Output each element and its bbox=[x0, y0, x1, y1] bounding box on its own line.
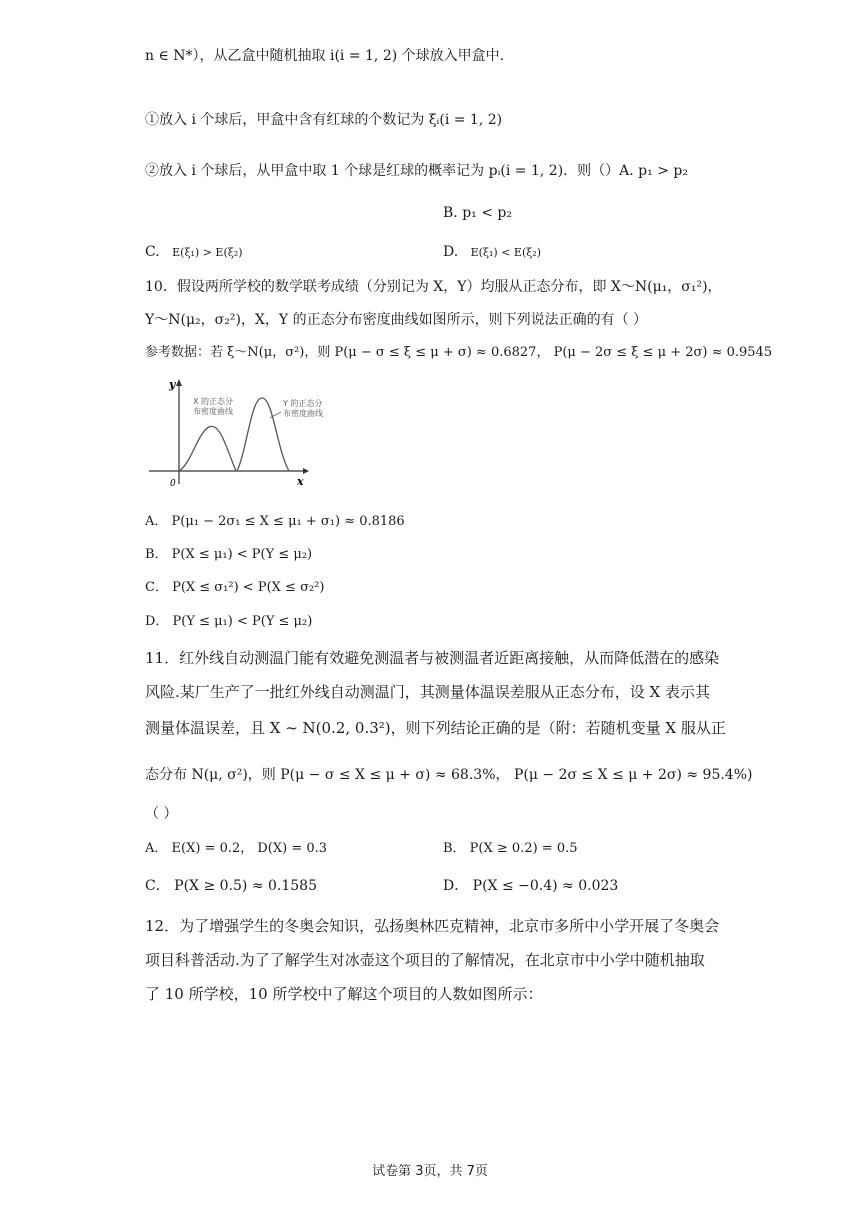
x-curve-label-1: X 的正态分 bbox=[193, 397, 234, 406]
q9-option-d-label: D. bbox=[443, 244, 459, 260]
q9-option-b: B. p₁ < p₂ bbox=[443, 205, 512, 221]
q10-option-a: A． P(μ₁ − 2σ₁ ≤ X ≤ μ₁ + σ₁) ≈ 0.8186 bbox=[145, 514, 405, 529]
q10-option-b: B． P(X ≤ μ₁) < P(Y ≤ μ₂) bbox=[145, 547, 313, 562]
q11-line-2: 风险.某厂生产了一批红外线自动测温门，其测量体温误差服从正态分布，设 X 表示其 bbox=[145, 683, 710, 701]
q9-line-3: ②放入 i 个球后，从甲盒中取 1 个球是红球的概率记为 pᵢ(i = 1, 2)．则（）A. p₁ > p₂ bbox=[145, 163, 688, 179]
y-curve-label-1: Y 的正态分 bbox=[283, 399, 323, 408]
q11-line-3: 测量体温误差，且 X ~ N(0.2, 0.3²)，则下列结论正确的是（附：若随机变量 X 服从正 bbox=[145, 719, 726, 737]
q10-line-2: Y～N(μ₂，σ₂²)，X，Y 的正态分布密度曲线如图所示，则下列说法正确的有（ ） bbox=[145, 312, 648, 328]
q12-line-2: 项目科普活动.为了了解学生对冰壶这个项目的了解情况，在北京市中小学中随机抽取 bbox=[145, 951, 705, 969]
q9-option-d-text: E(ξ₁) < E(ξ₂) bbox=[470, 246, 542, 259]
x-density-curve bbox=[179, 426, 236, 471]
y-density-curve bbox=[237, 398, 289, 471]
q10-line-3: 参考数据：若 ξ～N(μ，σ²)，则 P(μ − σ ≤ ξ ≤ μ + σ) ≈ 0.6827， P(μ − 2σ ≤ ξ ≤ μ + 2σ) ≈ 0.9545 bbox=[145, 345, 773, 360]
y-curve-label-2: 布密度曲线 bbox=[283, 409, 323, 418]
q11-line-5: （ ） bbox=[145, 806, 178, 822]
x-axis-arrow bbox=[303, 468, 309, 474]
q10-line-1: 10．假设两所学校的数学联考成绩（分别记为 X，Y）均服从正态分布，即 X～N(μ₁，σ₁²)， bbox=[145, 279, 722, 295]
q9-option-c bbox=[145, 242, 243, 263]
q9-option-d bbox=[443, 242, 541, 263]
q10-option-c: C． P(X ≤ σ₁²) < P(X ≤ σ₂²) bbox=[145, 580, 325, 595]
x-curve-label-2: 布密度曲线 bbox=[193, 407, 233, 416]
page-footer: 试卷第 3页，共 7页 bbox=[372, 1164, 488, 1179]
y-axis-label: y bbox=[169, 378, 176, 391]
normal-density-figure bbox=[143, 372, 323, 492]
x-axis-label: x bbox=[297, 475, 304, 488]
q12-line-1: 12．为了增强学生的冬奥会知识，弘扬奥林匹克精神，北京市多所中小学开展了冬奥会 bbox=[145, 917, 720, 935]
q10-option-d: D． P(Y ≤ μ₁) < P(Y ≤ μ₂) bbox=[145, 614, 313, 629]
q11-option-c: C． P(X ≥ 0.5) ≈ 0.1585 bbox=[145, 878, 317, 894]
q11-option-a: A． E(X) = 0.2， D(X) = 0.3 bbox=[145, 841, 328, 856]
q9-line-1: n ∈ N*），从乙盒中随机抽取 i(i = 1, 2) 个球放入甲盒中. bbox=[145, 48, 505, 64]
origin-label: 0 bbox=[170, 479, 176, 489]
q9-option-c-text: E(ξ₁) > E(ξ₂) bbox=[172, 246, 243, 259]
q11-option-d: D． P(X ≤ −0.4) ≈ 0.023 bbox=[443, 878, 619, 894]
y-axis-arrow bbox=[176, 379, 182, 386]
q9-option-c-label: C. bbox=[145, 244, 160, 260]
q11-option-b: B． P(X ≥ 0.2) = 0.5 bbox=[443, 841, 578, 856]
q9-line-2: ①放入 i 个球后，甲盒中含有红球的个数记为 ξᵢ(i = 1, 2) bbox=[145, 112, 503, 128]
q11-line-4: 态分布 N(μ, σ²)，则 P(μ − σ ≤ X ≤ μ + σ) ≈ 68.3%， P(μ − 2σ ≤ X ≤ μ + 2σ) ≈ 95.4%) bbox=[145, 767, 753, 783]
q11-line-1: 11．红外线自动测温门能有效避免测温者与被测温者近距离接触，从而降低潜在的感染 bbox=[145, 649, 720, 667]
q12-line-3: 了 10 所学校，10 所学校中了解这个项目的人数如图所示： bbox=[145, 985, 543, 1003]
